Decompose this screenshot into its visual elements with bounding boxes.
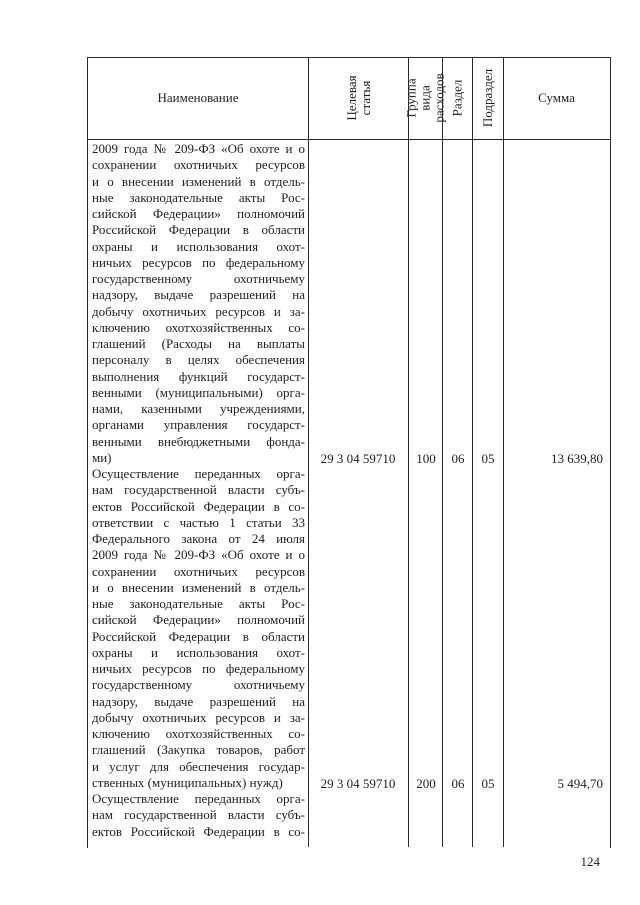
text-line: органами управления государст- <box>92 417 305 433</box>
text-line: сохранении охотничьих ресурсов <box>92 563 305 579</box>
text-line: глашений (Расходы на выплаты <box>92 336 305 351</box>
text-line: Осуществление переданных орга- <box>92 791 305 806</box>
text-line: венными внебюджетными фонда- <box>92 433 305 449</box>
text-line: Российской Федерации в области <box>92 222 305 238</box>
text-line: надзору, выдаче разрешений на <box>92 287 305 303</box>
text-line: и о внесении изменений в отдель- <box>92 173 305 189</box>
text-line: венными (муниципальными) орга- <box>92 384 305 400</box>
text-line: ключению охотхозяйственных со- <box>92 319 305 335</box>
text-line: надзору, выдаче разрешений на <box>92 693 305 709</box>
text-line: ответствии с частью 1 статьи 33 <box>92 514 305 530</box>
header-subsection: Подраздел <box>480 68 496 128</box>
text-line: сохранении охотничьих ресурсов <box>92 157 305 173</box>
text-line: ные законодательные акты Рос- <box>92 596 305 611</box>
row1-target-article: 29 3 04 59710 <box>320 451 396 466</box>
header-target-article: Целевая статья <box>343 75 373 121</box>
header-divider <box>87 139 610 140</box>
text-line: персоналу в целях обеспечения <box>92 352 305 368</box>
text-line: 2009 года № 209-ФЗ «Об охоте и о <box>92 547 305 563</box>
header-expense-group: Группа вида расходов <box>403 73 447 123</box>
page-number: 124 <box>580 854 600 869</box>
text-line: ектов Российской Федерации в со- <box>92 823 305 839</box>
text-line: ные законодательные акты Рос- <box>92 189 305 205</box>
row1-expense-group: 100 <box>416 451 436 466</box>
text-line: государственному охотничьему <box>92 677 305 693</box>
text-line: ничьих ресурсов по федеральному <box>92 661 305 676</box>
text-line: ключению охотхозяйственных со- <box>92 726 305 741</box>
text-line: ектов Российской Федерации в со- <box>92 498 305 514</box>
row2-subsection: 05 <box>481 776 495 791</box>
text-line: ми) <box>92 449 112 465</box>
text-line: государственному охотничьему <box>92 271 305 286</box>
text-line: охраны и использования охот- <box>92 644 305 660</box>
text-line: ственных (муниципальных) нужд) <box>92 774 283 790</box>
name-column-text <box>92 141 305 840</box>
row2-target-article: 29 3 04 59710 <box>320 776 396 791</box>
text-line: ничьих ресурсов по федеральному <box>92 254 305 270</box>
row1-subsection: 05 <box>481 451 495 466</box>
text-line: охраны и использования охот- <box>92 238 305 254</box>
text-line: сийской Федерации» полномочий <box>92 206 305 221</box>
text-line: нам государственной власти субъ- <box>92 807 305 823</box>
text-line: Российской Федерации в области <box>92 628 305 644</box>
row2-sum: 5 494,70 <box>557 776 603 791</box>
text-line: добычу охотничьих ресурсов и за- <box>92 303 305 319</box>
text-line: и услуг для обеспечения государ- <box>92 758 305 774</box>
text-line: Федерального закона от 24 июля <box>92 531 305 546</box>
row1-sum: 13 639,80 <box>551 451 603 466</box>
header-name: Наименование <box>157 90 239 105</box>
text-line: и о внесении изменений в отдель- <box>92 579 305 595</box>
row2-section: 06 <box>451 776 465 791</box>
text-line: нам государственной власти субъ- <box>92 482 305 498</box>
header-section: Раздел <box>449 79 465 117</box>
header-sum: Сумма <box>538 90 575 105</box>
row2-expense-group: 200 <box>416 776 436 791</box>
text-line: Осуществление переданных орга- <box>92 466 305 481</box>
row1-section: 06 <box>451 451 465 466</box>
text-line: нами, казенными учреждениями, <box>92 401 305 416</box>
text-line: глашений (Закупка товаров, работ <box>92 742 305 758</box>
text-line: добычу охотничьих ресурсов и за- <box>92 709 305 725</box>
text-line: 2009 года № 209-ФЗ «Об охоте и о <box>92 141 305 156</box>
text-line: сийской Федерации» полномочий <box>92 612 305 628</box>
text-line: выполнения функций государст- <box>92 368 305 384</box>
